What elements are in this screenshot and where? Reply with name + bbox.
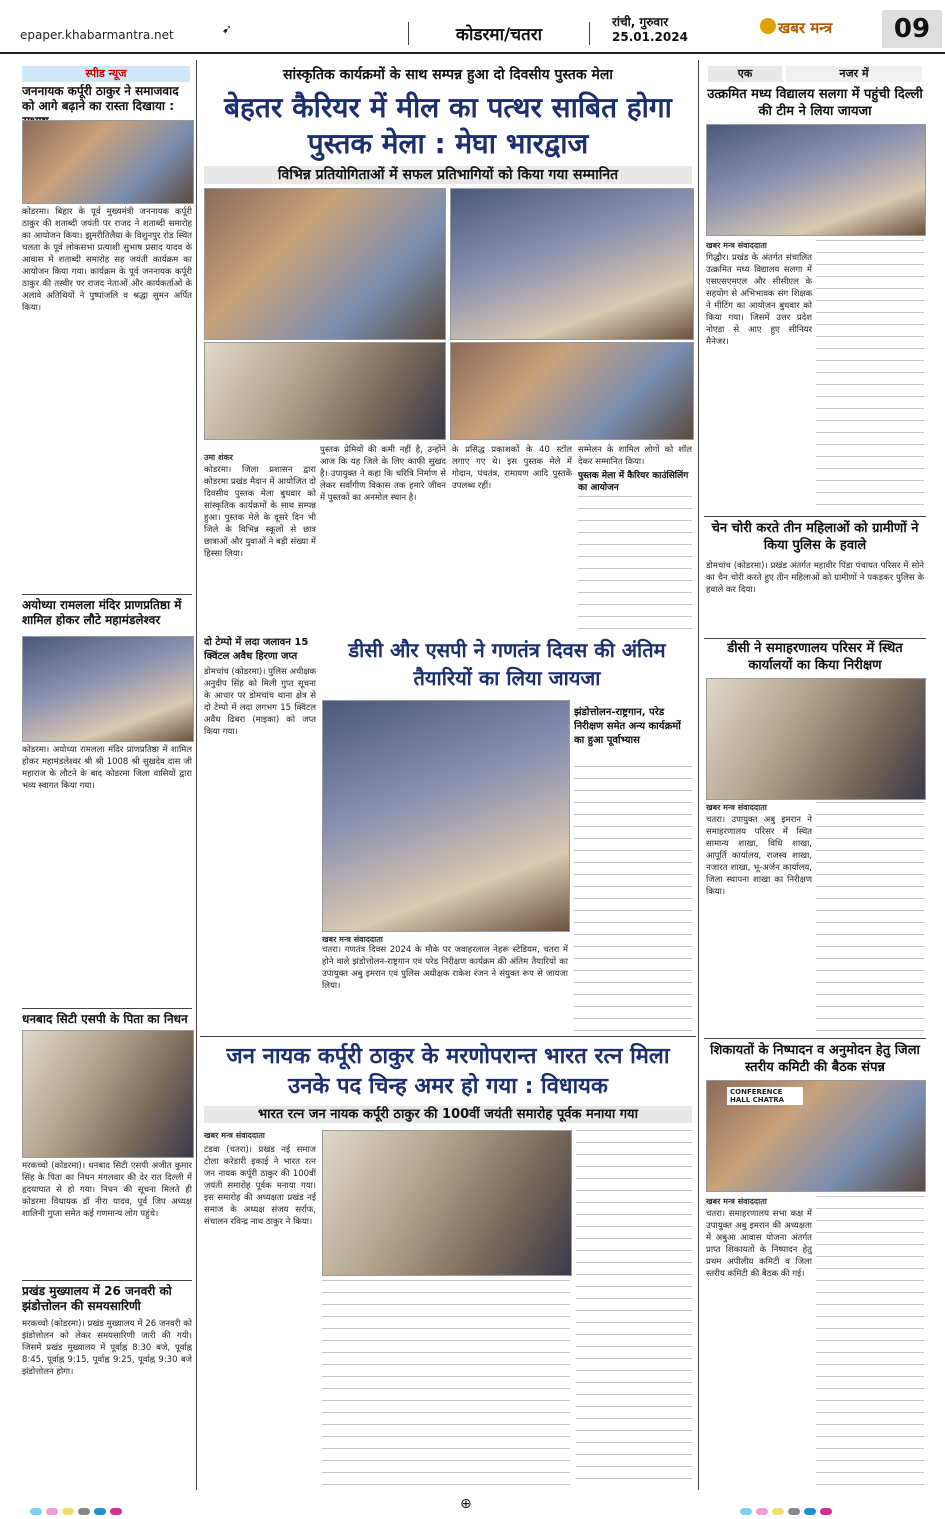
career-text-lines: [578, 496, 692, 630]
right-story3-byline: खबर मन्त्र संवाददाता: [706, 803, 767, 812]
city-day: रांची, गुरुवार: [612, 15, 669, 29]
divider: [704, 1038, 926, 1039]
center-headline: बेहतर कैरियर में मील का पत्थर साबित होगा पुस्तक मेला : मेघा भारद्वाज: [224, 91, 672, 160]
divider: [22, 1008, 192, 1009]
left-story1-headline: जननायक कर्पूरी ठाकुर ने समाजवाद को आगे बढ़ाने का रास्ता दिखाया :: [22, 84, 179, 113]
site-url[interactable]: epaper.khabarmantra.net: [20, 28, 174, 42]
brand-logo-icon: [760, 18, 776, 34]
left-story3-photo: [22, 1030, 194, 1158]
najar-tag: नजर में: [786, 66, 922, 82]
left-story3-headline: धनबाद सिटी एसपी के पिता का निधन: [22, 1012, 188, 1026]
speed-news-tag: स्पीड न्यूज: [22, 66, 190, 82]
left-story2-body: कोडरमा। अयोध्या रामलला मंदिर प्राणप्रतिष्ठा में शामिल होकर महामंडलेश्वर श्री श्री 1008 श्री सुखदेव दास जी महाराज के लौटने के बाद कोडरमा जिला वासियों द्वारा भव्य स्वागत किया गया।: [22, 745, 192, 791]
right-story1-lines: [816, 240, 924, 514]
karpoori-subhead: भारत रत्न जन नायक कर्पूरी ठाकुर की 100वीं जयंती समारोह पूर्वक मनाया गया: [204, 1106, 692, 1123]
dateline: [612, 15, 688, 45]
left-story2-headline: अयोध्या रामलला मंदिर प्राणप्रतिष्ठा में शामिल होकर लौटे महामंडलेश्वर: [22, 598, 182, 627]
center-subhead: विभिन्न प्रतियोगिताओं में सफल प्रतिभागियों को किया गया सम्मानित: [204, 166, 692, 184]
crosshair-icon: ⊕: [460, 1496, 472, 1512]
divider: [200, 1036, 696, 1037]
left-story1-body: कोडरमा। बिहार के पूर्व मुख्यमंत्री जननायक कर्पूरी ठाकुर की शताब्दी जयंती पर राजद ने शताब्दी समारोह का आयोजन किया। झुमरीतिलैया के विशुनपुर रोड स्थित चलता के पूर्व लोकसभा प्रत्याशी सुभाष प्रसाद यादव के आवास में शताब्दी समारोह सह जयंती कार्यक्रम का आयोजन किया गया। कार्यक्रम के पूर्व जननायक कर्पूरी ठाकुर की तस्वीर पर राजद नेताओं और कार्यकर्ताओं के अलावे अतिथियों ने पुष्पांजलि व श्रद्धा सुमन अर्पित किया।: [22, 207, 192, 313]
brand-name: खबर मन्त्र: [778, 19, 833, 37]
center-body-col1: कोडरमा। जिला प्रशासन द्वारा कोडरमा प्रखंड मैदान में आयोजित दो दिवसीय पुस्तक मेला बुधवार को सांस्कृतिक कार्यक्रमों के साथ सम्पन्न हुआ। पुस्तक मेले के दूसरे दिन भी जिले के विभिन्न स्कूलों से छात्र छात्राओं और युवाओं ने बड़ी संख्या में हिस्सा लिया।: [204, 465, 316, 559]
book-fair-photo-4: [450, 342, 694, 440]
right-story4-photo: [706, 1080, 926, 1192]
cursor-icon: ➹: [222, 22, 233, 36]
right-story2-body: डोमचांच (कोडरमा)। प्रखंड अंतर्गत महावीर पिंडा पंचायत परिसर में सोने का चैन चोरी करते हुए तीन महिलाओं को ग्रामीणों ने पकड़कर पुलिस के हवाले कर दिया।: [706, 561, 924, 595]
left-story1-photo: [22, 120, 194, 204]
page-header: [0, 0, 945, 54]
right-story2-headline: चेन चोरी करते तीन महिलाओं को ग्रामीणों ने किया पुलिस के हवाले: [711, 521, 919, 553]
karpoori-byline: खबर मन्त्र संवाददाता: [204, 1131, 265, 1140]
right-story4-headline: शिकायतों के निष्पादन व अनुमोदन हेतु जिला स्तरीय कमिटी की बैठक संपन्न: [710, 1043, 920, 1075]
date: 25.01.2024: [612, 30, 688, 44]
page-number: 09: [882, 10, 942, 48]
dc-byline: खबर मन्त्र संवाददाता: [322, 935, 383, 944]
karpoori-text-lines-mid: [322, 1280, 570, 1490]
dc-story-headline: डीसी और एसपी ने गणतंत्र दिवस की अंतिम तैयारियों का लिया जायजा: [348, 638, 666, 690]
left-story2-photo: [22, 636, 194, 742]
karpoori-photo: [322, 1130, 572, 1276]
divider: [704, 516, 926, 517]
book-fair-photo-1: [204, 188, 446, 340]
right-story1-photo: [706, 124, 926, 236]
right-story1-headline: उत्क्रमित मध्य विद्यालय सलगा में पहुंची दिल्ली की टीम ने लिया जायजा: [707, 87, 923, 119]
ek-tag: एक: [708, 66, 782, 82]
tempo-story-body: डोमचांच (कोडरमा)। पुलिस अधीक्षक अनुदीप सिंह को मिली गुप्त सूचना के आधार पर डोमचांच थाना क्षेत्र से दो टेम्पो में लदा लगभग 15 क्विंटल अवैध ढिबरा (माइका) को जप्त किया गया।: [204, 667, 316, 737]
book-fair-photo-3: [204, 342, 446, 440]
right-story4-lines: [816, 1196, 924, 1490]
dc-story-photo: [322, 700, 570, 932]
center-body-col4: सम्मेलन के शामिल लोगों को शॉल देकर सम्मानित किया।: [578, 445, 692, 466]
divider: [22, 594, 192, 595]
right-story4-body: चतरा। समाहरणालय सभा कक्ष में उपायुक्त अबु इमरान की अध्यक्षता में अबुआ आवास योजना अंतर्गत प्राप्त शिकायतों के निष्पादन हेतु प्रथम अपीलीय कमिटी व जिला स्तरीय कमिटी की बैठक की गई।: [706, 1209, 812, 1279]
right-story1-body: गिद्धौर। प्रखंड के अंतर्गत संचालित उत्क्रमित मध्य विद्यालय सलगा में एसएसएमएल और सीसीएल के सहयोग से अभिभावक संग शिक्षक ने मीटिंग का आयोजन बुधवार को किया गया। जिसमें उत्तर प्रदेश नोएडा से आए हुए सीनियर मैनेजर।: [706, 253, 812, 347]
left-story4-body: मरकच्चो (कोडरमा)। प्रखंड मुख्यालय में 26 जनवरी को झंडोत्तोलन को लेकर समयसारिणी जारी की गयी। जिसमें प्रखंड मुख्यालय में पूर्वाह्न 8:30 बजे, पूर्वाह्न 8:45, पूर्वाह्न 9:15, पूर्वाह्न 9:25, पूर्वाह्न 9:30 बजे झंडोत्तोलन होगा।: [22, 1319, 192, 1377]
right-story4-byline: खबर मन्त्र संवाददाता: [706, 1197, 767, 1206]
registration-marks-left: [30, 1500, 126, 1510]
right-story3-headline: डीसी ने समाहरणालय परिसर में स्थित कार्यालयों का किया निरीक्षण: [727, 641, 903, 673]
dc-story-body: चतरा। गणतंत्र दिवस 2024 के मौके पर जवाहरलाल नेहरू स्टेडियम, चतरा में होने वाले झंडोत्तोलन-राष्ट्रगान एवं परेड निरीक्षण कार्यक्रम की अंतिम तैयारियों का उपायुक्त अबु इमरान एवं पुलिस अधीक्षक राकेश रंजन ने संयुक्त रूप से जायजा लिया।: [322, 945, 568, 991]
right-story1-byline: खबर मन्त्र संवाददाता: [706, 241, 767, 250]
divider: [22, 1280, 192, 1281]
tempo-story-headline: दो टेम्पो में लदा जलावन 15 क्विंटल अवैध हिरणा जप्त: [204, 637, 309, 662]
divider: [704, 638, 926, 639]
dc-sidebar-lines: [574, 766, 692, 1032]
book-fair-photo-2: [450, 188, 694, 340]
center-kicker: सांस्कृतिक कार्यक्रमों के साथ सम्पन्न हुआ दो दिवसीय पुस्तक मेला: [283, 67, 613, 83]
karpoori-body: टंडवा (चतरा)। प्रखंड नई समाज टोला करेडारी इकाई ने भारत रत्न जन नायक कर्पूरी ठाकुर की 100वीं जयंती समारोह पूर्वक मनाया गया। इस समारोह की अध्यक्षता प्रखंड नई समाज के अध्यक्ष संजय सर्राफ, संचालन रविन्द्र नाथ ठाकुर ने किया।: [204, 1145, 316, 1227]
right-story3-body: चतरा। उपायुक्त अबु इमरान ने समाहरणालय परिसर में स्थित सामान्य शाखा, विधि शाखा, आपूर्ति कार्यालय, राजस्व शाखा, नजारत शाखा, भू-अर्जन कार्यालय, जिला स्थापना शाखा का निरीक्षण किया।: [706, 815, 812, 897]
karpoori-headline: जन नायक कर्पूरी ठाकुर के मरणोपरान्त भारत रत्न मिला उनके पद चिन्ह अमर हो गया : विधायक: [226, 1044, 670, 1099]
center-body-col2: पुस्तक प्रेमियों की कमी नहीं है, उन्होंने आज कि यह जिले के लिए काफी सुखद है। उपायुक्त ने कहा कि चरित्रि निर्माण से लेकर सर्वांगीण विकास तक हमारे जीवन में पुस्तकों का अनमोल स्थान है।: [320, 445, 446, 503]
left-story4-headline: प्रखंड मुख्यालय में 26 जनवरी को झंडोत्तोलन की समयसारिणी: [22, 1284, 172, 1313]
center-byline: उमा शंकर: [204, 453, 233, 462]
photo-caption: CONFERENCE HALL CHATRA: [727, 1087, 803, 1105]
center-body-col3: के प्रसिद्ध प्रकाशकों के 40 स्टॉल लगाए गए थे। इस पुस्तक मेले में गोदान, पंचतंत्र, रामायण आदि पुस्तकें उपलब्ध रहीं।: [452, 445, 572, 491]
left-story3-body: मरकच्चो (कोडरमा)। धनबाद सिटी एसपी अजीत कुमार सिंह के पिता का निधन मंगलवार की देर रात दिल्ली में हृदयाघात से हो गया। निधन की सूचना मिलते ही कोडरमा विधायक डॉ नीरा यादव, पूर्व जिप अध्यक्ष शालिनी गुप्ता समेत कई गणमान्य लोग पहुंचे।: [22, 1161, 192, 1219]
dc-sidebar-headline: झंडोत्तोलन-राष्ट्रगान, परेड निरीक्षण समेत अन्य कार्यक्रमों का हुआ पूर्वाभ्यास: [574, 707, 681, 746]
right-story3-lines: [816, 802, 924, 1036]
section-title: कोडरमा/चतरा: [408, 22, 590, 45]
karpoori-text-lines-right: [576, 1130, 692, 1490]
column-divider: [698, 60, 699, 1490]
column-divider: [196, 60, 197, 1490]
career-subhead: पुस्तक मेला में कैरियर काउंसिलिंग का आयोजन: [578, 471, 689, 493]
right-story3-photo: [706, 678, 926, 800]
registration-marks-right: [740, 1500, 836, 1510]
